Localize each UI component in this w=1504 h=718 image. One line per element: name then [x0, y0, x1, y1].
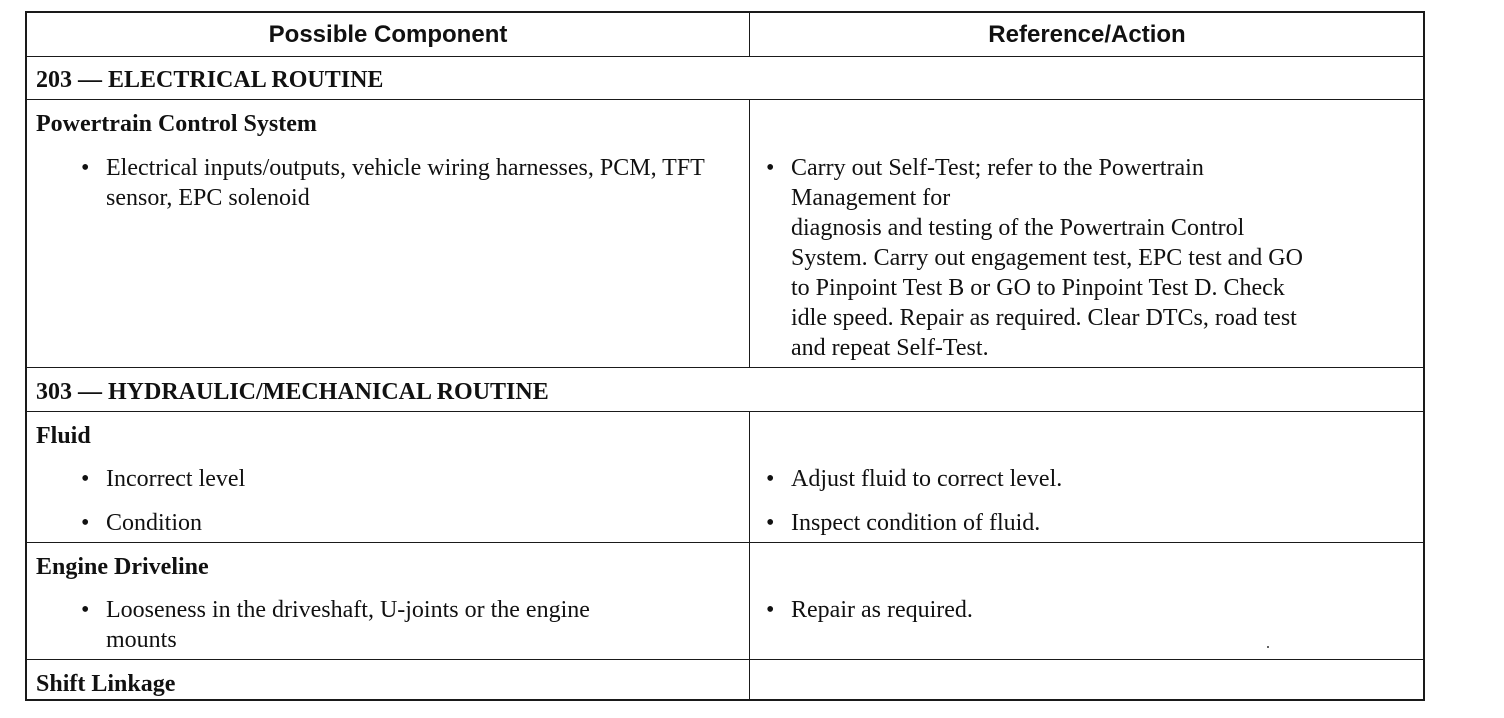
component-text: Incorrect level	[106, 466, 246, 492]
component-text: Condition	[106, 510, 203, 536]
row-divider	[27, 56, 1425, 57]
action-line: idle speed. Repair as required. Clear DTCs, road test	[791, 305, 1297, 331]
row-divider	[27, 542, 1425, 543]
component-title-driveline: Engine Driveline	[36, 554, 209, 580]
component-line: mounts	[106, 627, 177, 653]
action-text: Inspect condition of fluid.	[791, 510, 1041, 536]
action-line: Management for	[791, 185, 951, 211]
action-line: diagnosis and testing of the Powertrain Control	[791, 215, 1245, 241]
column-header-action: Reference/Action	[988, 21, 1186, 48]
row-divider	[27, 367, 1425, 368]
bullet-icon: •	[81, 510, 90, 536]
section-title-hydraulic: 303 — HYDRAULIC/MECHANICAL ROUTINE	[36, 379, 549, 405]
row-divider	[27, 411, 1425, 412]
action-text: Adjust fluid to correct level.	[791, 466, 1063, 492]
action-bullet-fluid-level	[766, 464, 1426, 494]
diagnosis-table	[25, 11, 1425, 701]
row-divider	[27, 659, 1425, 660]
component-title-linkage: Shift Linkage	[36, 671, 176, 697]
component-title-powertrain: Powertrain Control System	[36, 111, 317, 137]
action-line: Carry out Self-Test; refer to the Powertrain	[791, 155, 1204, 181]
component-line: Looseness in the driveshaft, U-joints or the engine	[106, 597, 590, 623]
scan-speck	[1267, 646, 1269, 648]
action-line: System. Carry out engagement test, EPC test and GO	[791, 245, 1303, 271]
component-bullet-powertrain	[81, 153, 721, 213]
component-bullet-fluid-condition	[81, 508, 721, 538]
component-text: Electrical inputs/outputs, vehicle wiring harnesses, PCM, TFT sensor, EPC solenoid	[106, 155, 705, 211]
bullet-icon: •	[81, 597, 90, 623]
column-divider	[749, 99, 750, 367]
bullet-icon: •	[766, 155, 775, 181]
component-bullet-driveline	[81, 595, 741, 655]
bullet-icon: •	[766, 466, 775, 492]
column-header-component: Possible Component	[268, 21, 508, 48]
component-bullet-fluid-level	[81, 464, 721, 494]
column-divider	[749, 411, 750, 701]
action-bullet-powertrain	[766, 153, 1426, 363]
bullet-icon: •	[766, 597, 775, 623]
section-title-electrical: 203 — ELECTRICAL ROUTINE	[36, 67, 384, 93]
action-line: to Pinpoint Test B or GO to Pinpoint Test D. Check	[791, 275, 1285, 301]
action-line: and repeat Self-Test.	[791, 335, 989, 361]
action-bullet-fluid-condition	[766, 508, 1426, 538]
row-divider	[27, 99, 1425, 100]
bullet-icon: •	[81, 466, 90, 492]
bullet-icon: •	[766, 510, 775, 536]
action-bullet-driveline	[766, 595, 1426, 625]
component-title-fluid: Fluid	[36, 423, 91, 449]
action-text: Repair as required.	[791, 597, 973, 623]
bullet-icon: •	[81, 155, 90, 181]
